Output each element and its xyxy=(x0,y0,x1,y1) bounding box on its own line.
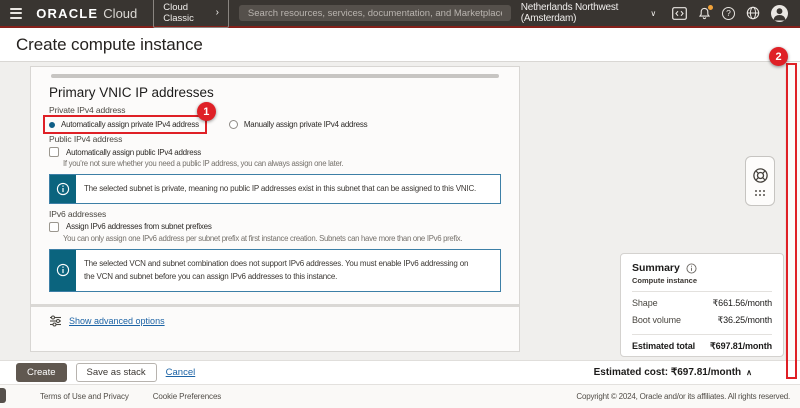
summary-title: Summary xyxy=(632,262,680,274)
divider xyxy=(632,291,772,292)
subnet-info-banner xyxy=(49,174,501,204)
annotation-badge-1: 1 xyxy=(197,102,216,121)
radio-manual-private-ipv4[interactable] xyxy=(229,120,368,129)
region-selector[interactable] xyxy=(521,2,656,24)
drag-handle-icon[interactable] xyxy=(755,190,765,196)
region-label: Netherlands Northwest (Amsterdam) xyxy=(520,2,619,24)
search-input[interactable] xyxy=(239,5,511,21)
estimated-cost-text: Estimated cost: ₹697.81/month xyxy=(593,367,742,378)
ipv6-info-banner xyxy=(49,249,501,292)
shape-label: Shape xyxy=(632,298,658,308)
annotation-box-1 xyxy=(43,105,210,134)
shape-value: ₹661.56/month xyxy=(712,298,772,308)
checkbox-icon[interactable] xyxy=(49,147,59,157)
info-icon-block xyxy=(50,250,76,291)
estimated-total-value: ₹697.81/month xyxy=(710,341,772,351)
summary-card xyxy=(620,253,784,357)
public-ipv4-checkbox-label: Automatically assign public IPv4 address xyxy=(66,147,201,157)
notifications-bell-icon[interactable] xyxy=(698,7,711,20)
cookie-preferences-link[interactable]: Cookie Preferences xyxy=(152,392,222,401)
topbar-icon-group xyxy=(672,5,788,22)
terms-link[interactable]: Terms of Use and Privacy xyxy=(40,392,129,401)
radio-unselected-icon[interactable] xyxy=(229,120,238,129)
notification-dot xyxy=(708,5,713,10)
horizontal-scrollbar[interactable] xyxy=(51,74,499,78)
floating-help-widget[interactable] xyxy=(745,156,775,206)
save-as-stack-button[interactable]: Save as stack xyxy=(76,363,157,382)
vnic-ip-addresses-card xyxy=(30,66,520,352)
summary-row-boot-volume xyxy=(632,315,772,326)
private-ipv4-radio-group xyxy=(49,105,501,129)
ipv6-banner-text: The selected VCN and subnet combination does not support IPv6 addresses. You must enable IPv6 addressing on the VCN and subnet before you can assign IPv6 addresses to this instance. xyxy=(84,258,469,282)
copyright-text: Copyright © 2024, Oracle and/or its affiliates. All rights reserved. xyxy=(576,392,790,401)
public-ipv4-label: Public IPv4 address xyxy=(49,134,123,144)
top-navigation-bar xyxy=(0,0,800,28)
help-icon[interactable]: ? xyxy=(722,7,735,20)
radio-auto-private-ipv4[interactable] xyxy=(49,120,199,129)
summary-row-shape xyxy=(632,298,772,309)
estimated-total-label: Estimated total xyxy=(632,341,696,351)
card-divider xyxy=(31,304,519,307)
life-ring-icon[interactable] xyxy=(752,167,769,184)
chevron-right-icon: › xyxy=(215,7,219,18)
private-ipv4-label: Private IPv4 address xyxy=(49,105,126,115)
ipv6-checkbox-label: Assign IPv6 addresses from subnet prefixes xyxy=(66,222,212,232)
summary-row-total xyxy=(632,341,772,352)
sliders-icon xyxy=(49,315,62,327)
oracle-cloud-logo[interactable] xyxy=(36,6,137,21)
show-advanced-options[interactable] xyxy=(49,315,501,327)
section-title: Primary VNIC IP addresses xyxy=(49,85,214,100)
checkbox-icon[interactable] xyxy=(49,222,59,232)
info-icon-block xyxy=(50,175,76,203)
chat-widget-sliver[interactable] xyxy=(0,388,6,403)
page-header xyxy=(0,28,800,62)
subnet-banner-text: The selected subnet is private, meaning no public IP addresses exist in this subnet that can be assigned to this VNIC. xyxy=(84,184,477,193)
ipv6-checkbox-row[interactable] xyxy=(49,222,501,232)
developer-tools-icon[interactable] xyxy=(672,7,687,20)
chevron-down-icon: ∨ xyxy=(650,8,656,18)
brand-oracle-text: ORACLE xyxy=(36,5,99,21)
ipv6-label: IPv6 addresses xyxy=(49,208,107,219)
radio-selected-icon[interactable] xyxy=(49,122,55,128)
chevron-up-icon: ∧ xyxy=(746,368,752,377)
boot-volume-label: Boot volume xyxy=(632,315,681,325)
cancel-link[interactable]: Cancel xyxy=(165,367,196,378)
language-globe-icon[interactable] xyxy=(746,6,760,20)
page-title: Create compute instance xyxy=(16,34,203,54)
summary-subtitle: Compute instance xyxy=(632,276,698,285)
divider xyxy=(632,334,772,335)
radio-auto-private-ipv4-label: Automatically assign private IPv4 address xyxy=(61,120,199,129)
estimated-cost-toggle[interactable] xyxy=(594,367,752,378)
cloud-classic-button[interactable] xyxy=(153,0,229,28)
boot-volume-value: ₹36.25/month xyxy=(717,315,772,325)
user-avatar[interactable] xyxy=(771,5,788,22)
footer xyxy=(0,384,800,408)
annotation-badge-2: 2 xyxy=(769,47,788,66)
public-ipv4-helper-text: If you're not sure whether you need a public IP address, you can always assign one later. xyxy=(63,159,344,168)
cloud-classic-label: Cloud Classic xyxy=(163,2,194,24)
info-icon[interactable] xyxy=(686,263,697,274)
public-ipv4-checkbox-row[interactable] xyxy=(49,147,501,157)
action-bar xyxy=(0,360,800,384)
brand-cloud-text: Cloud xyxy=(103,5,138,21)
radio-manual-private-ipv4-label: Manually assign private IPv4 address xyxy=(243,120,368,129)
ipv6-helper-text: You can only assign one IPv6 address per subnet prefix at first instance creation. Subnets can have more than one IPv6 prefix. xyxy=(63,233,463,243)
annotation-box-2 xyxy=(786,63,797,379)
hamburger-menu-icon[interactable] xyxy=(10,8,22,19)
content-area xyxy=(0,62,800,360)
show-advanced-options-link: Show advanced options xyxy=(69,315,165,326)
create-button[interactable]: Create xyxy=(16,363,67,382)
